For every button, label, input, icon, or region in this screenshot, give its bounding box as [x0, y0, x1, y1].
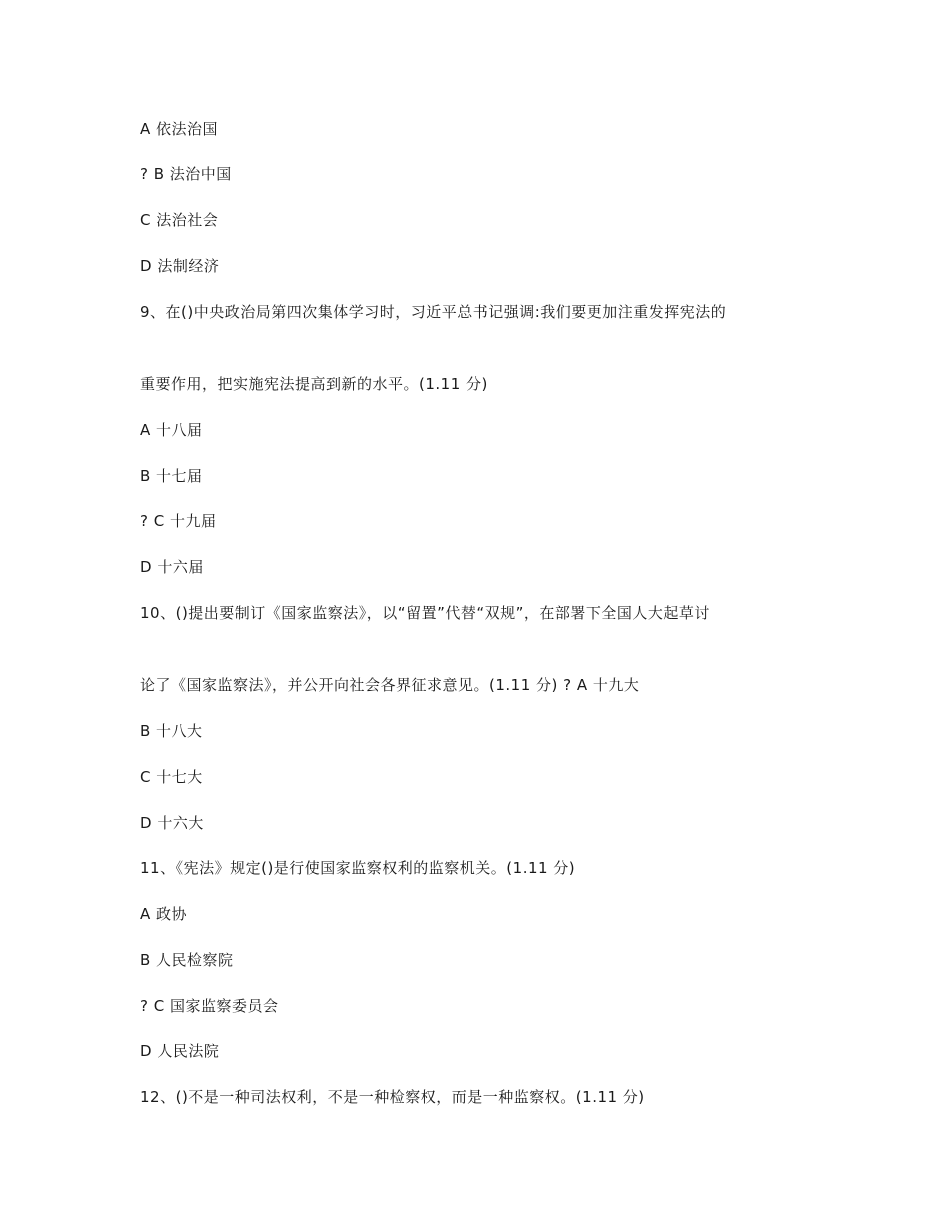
option-d-q9: D 十六届 — [140, 558, 204, 576]
option-a-q11: A 政协 — [140, 905, 188, 923]
question-11: 11、《宪法》规定()是行使国家监察权利的监察机关。(1.11 分) — [140, 859, 576, 877]
option-a-q8: A 依法治国 — [140, 120, 219, 138]
option-c-q9: ? C 十九届 — [140, 512, 217, 530]
option-d-q11: D 人民法院 — [140, 1042, 220, 1060]
option-d-q8: D 法制经济 — [140, 257, 220, 275]
option-b-q9: B 十七届 — [140, 467, 203, 485]
option-b-q11: B 人民检察院 — [140, 951, 234, 969]
option-c-q11: ? C 国家监察委员会 — [140, 997, 279, 1015]
option-a-q9: A 十八届 — [140, 421, 203, 439]
question-10-part1: 10、()提出要制订《国家监察法》，以“留置”代替“双规”，在部署下全国人大起草讨 — [140, 604, 710, 622]
option-c-q8: C 法治社会 — [140, 211, 219, 229]
option-c-q10: C 十七大 — [140, 768, 203, 786]
option-d-q10: D 十六大 — [140, 814, 204, 832]
option-b-q10: B 十八大 — [140, 722, 203, 740]
question-9-part1: 9、在()中央政治局第四次集体学习时，习近平总书记强调:我们要更加注重发挥宪法的 — [140, 303, 727, 321]
option-b-q8: ? B 法治中国 — [140, 165, 232, 183]
question-12: 12、()不是一种司法权利，不是一种检察权，而是一种监察权。(1.11 分) — [140, 1088, 645, 1106]
question-10-part2: 论了《国家监察法》，并公开向社会各界征求意见。(1.11 分) ? A 十九大 — [140, 676, 640, 694]
question-9-part2: 重要作用，把实施宪法提高到新的水平。(1.11 分) — [140, 375, 488, 393]
